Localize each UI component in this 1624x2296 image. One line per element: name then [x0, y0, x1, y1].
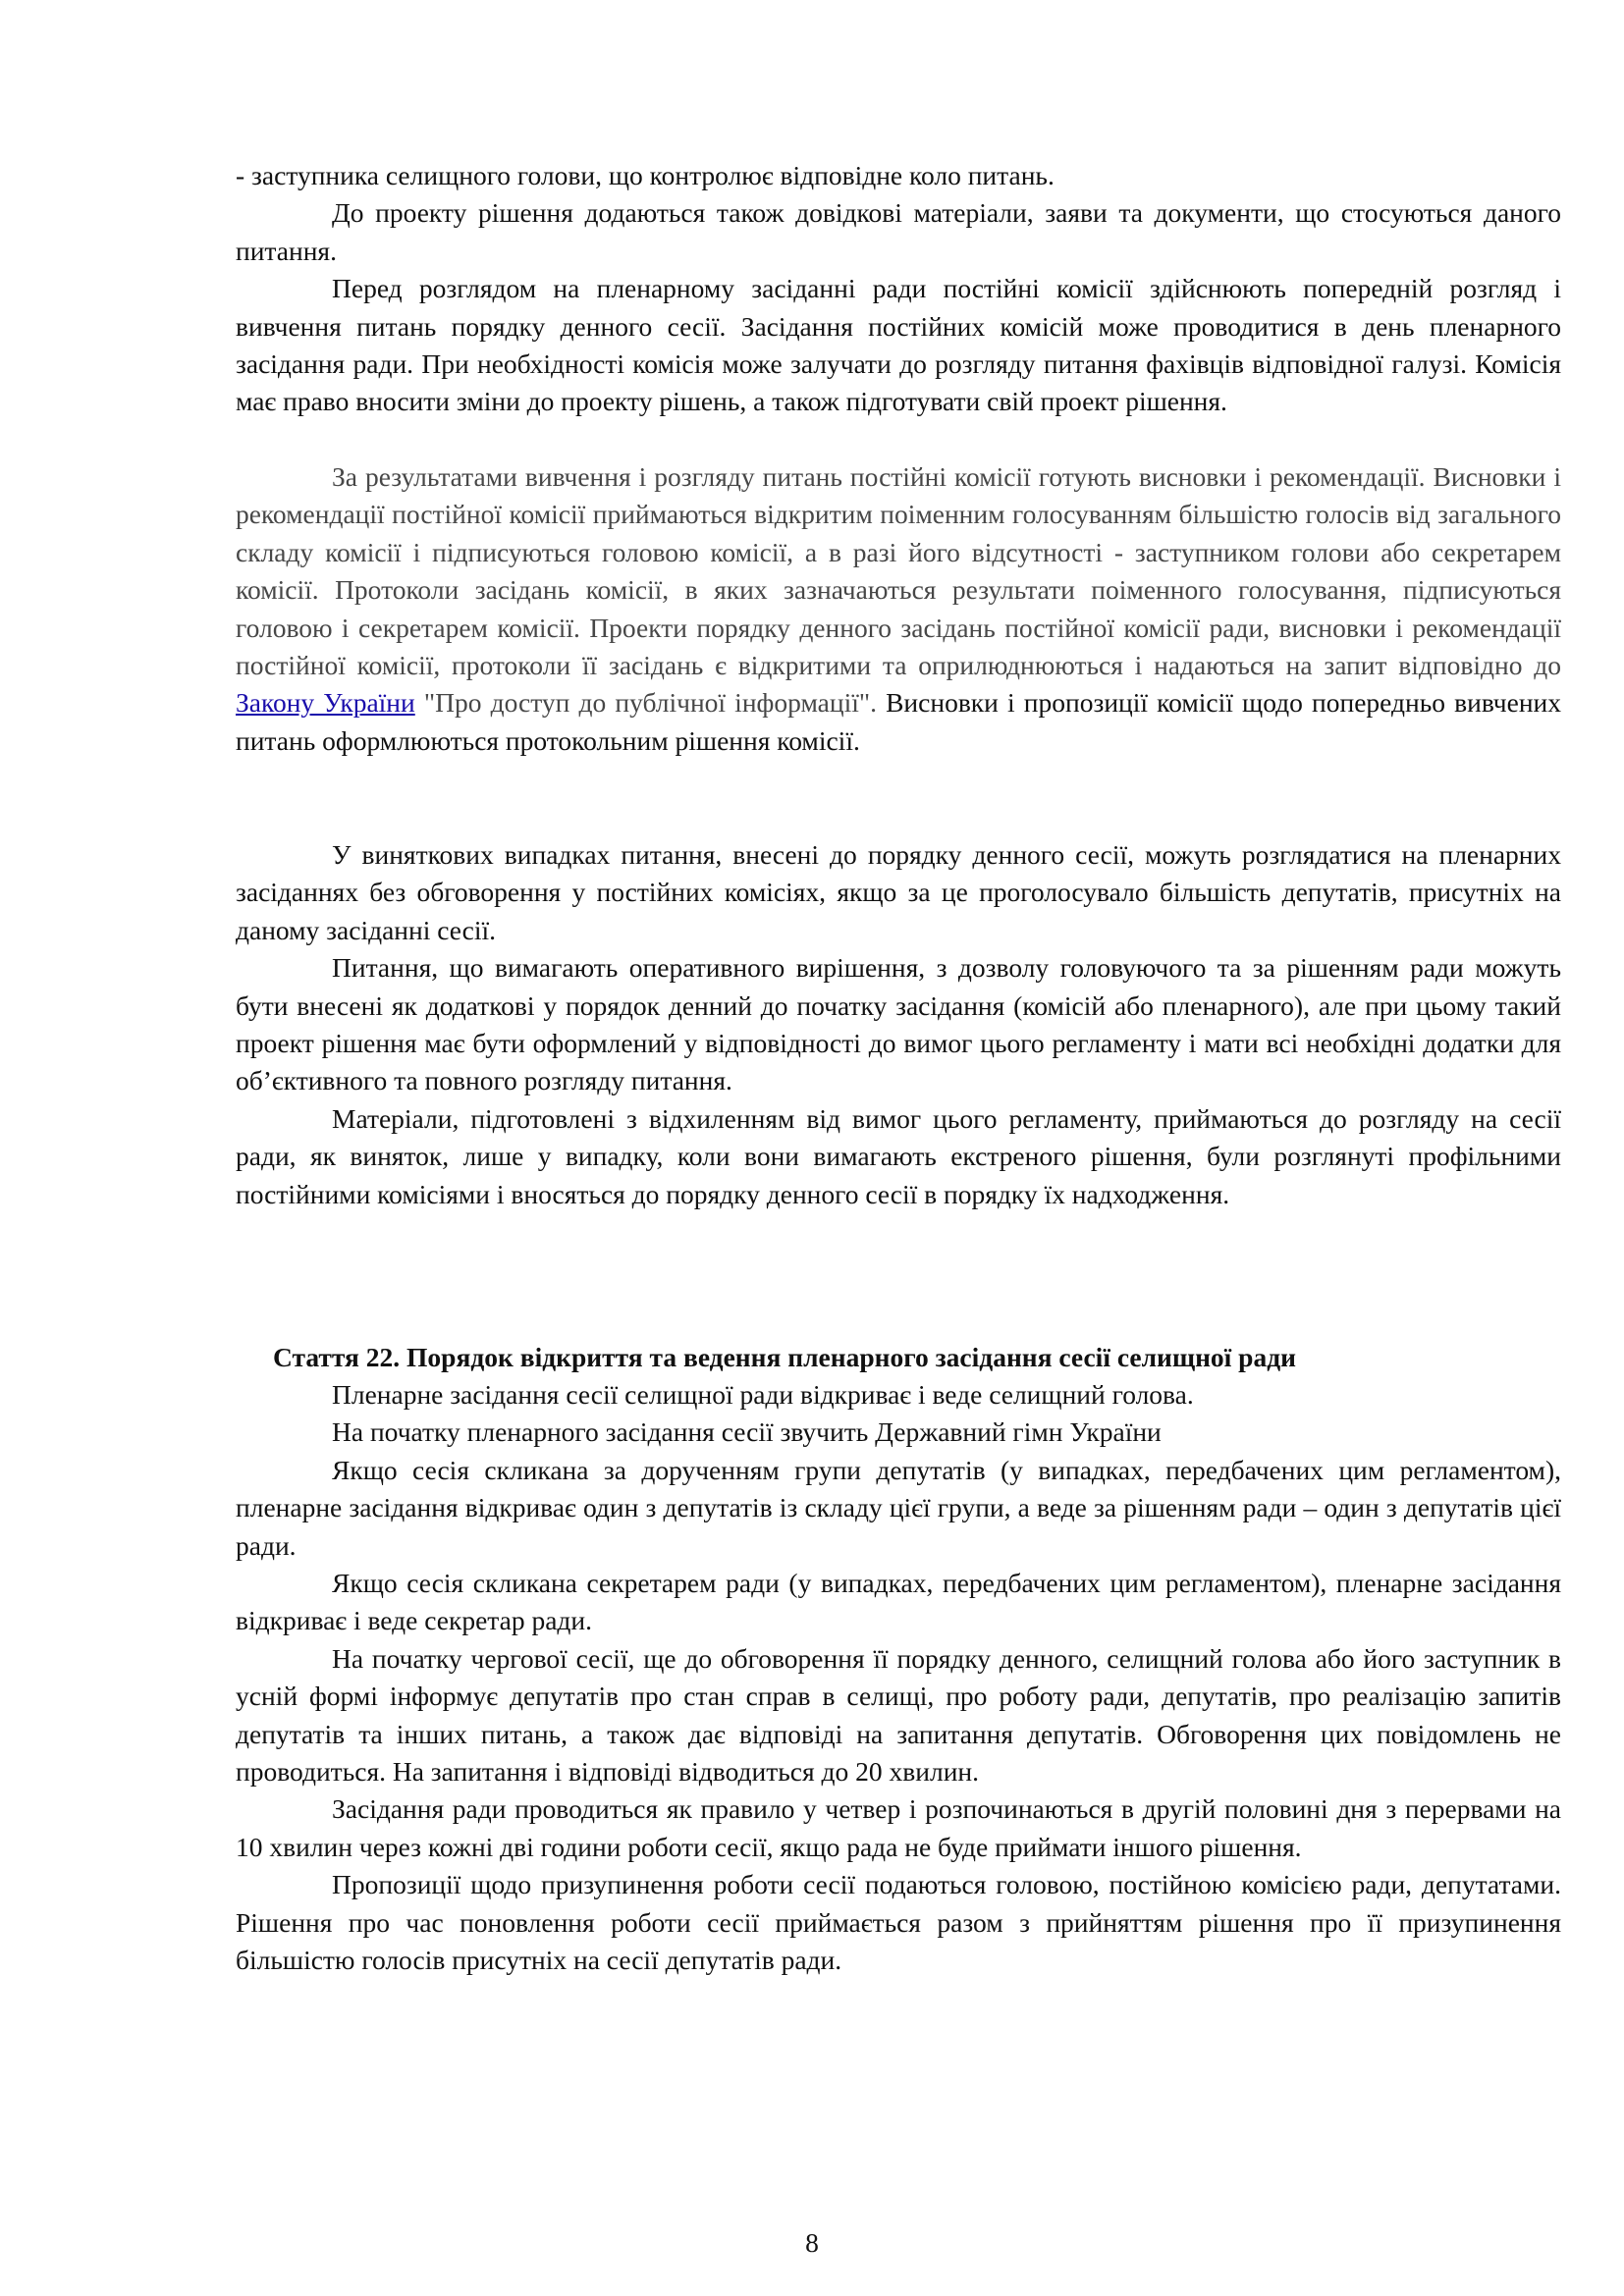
article-heading-block — [236, 1339, 1561, 1376]
body-text-mid — [236, 836, 1561, 1213]
body-text-top — [236, 157, 1561, 421]
paragraph: Якщо сесія скликана секретарем ради (у випадках, передбачених цим регламентом), пленарне засідання відкриває і веде секретар ради. — [236, 1568, 1561, 1636]
paragraph-text: Висновки і пропозиції комісії щодо попередньо вивчених питань оформлюються протокольним рішення комісії. — [236, 687, 1561, 756]
paragraph-text: "Про доступ до публічної інформації". — [414, 687, 887, 719]
paragraph: Матеріали, підготовлені з відхиленням від вимог цього регламенту, приймаються до розгляду на сесії ради, як виняток, лише у випадку, коли вони вимагають екстреного рішення, були розглянуті профільними постійними комісіями і вносяться до порядку денного сесії в порядку їх надходження. — [236, 1102, 1561, 1209]
paragraph-text: За результатами вивчення і розгляду питань постійні комісії готують висновки і рекомендації. Висновки і рекомендації постійної комісії приймаються відкритим поіменним голосуванням більшістю голосів від загального складу комісії і підписуються головою комісії, а в разі його відсутності - заступником голови або секретарем комісії. Протоколи засідань комісії, в яких зазначаються результати поіменного голосування, підписуються головою і секретарем комісії. Проекти порядку денного засідань постійної комісії ради, висновки і рекомендації постійної комісії, протоколи її засідань є відкритими та оприлюднюються і надаються на запит відповідно до — [236, 461, 1561, 681]
paragraph: Засідання ради проводиться як правило у четвер і розпочинаються в другій половині дня з перервами на 10 хвилин через кожні дві години роботи сесії, якщо рада не буде приймати іншого рішення. — [236, 1793, 1561, 1862]
paragraph-committee-conclusions — [236, 458, 1561, 760]
law-of-ukraine-link[interactable]: Закону України — [236, 687, 415, 719]
paragraph: До проекту рішення додаються також довідкові матеріали, заяви та документи, що стосуються даного питання. — [236, 197, 1561, 266]
paragraph: Перед розглядом на пленарному засіданні ради постійні комісії здійснюють попередній розгляд і вивчення питань порядку денного сесії. Засідання постійних комісій може проводитися в день пленарного засідання ради. При необхідності комісія може залучати до розгляду питання фахівців відповідної галузі. Комісія має право вносити зміни до проекту рішень, а також підготувати свій проект рішення. — [236, 273, 1561, 417]
paragraph: Якщо сесія скликана за дорученням групи депутатів (у випадках, передбачених цим регламентом), пленарне засідання відкриває один з депутатів із складу цієї групи, а веде за рішенням ради – один з депутатів цієї ради. — [236, 1454, 1561, 1561]
body-text-committees — [236, 458, 1561, 760]
article-heading: Стаття 22. Порядок відкриття та ведення пленарного засідання сесії селищної ради — [273, 1342, 1296, 1372]
paragraph: Пропозиції щодо призупинення роботи сесії подаються головою, постійною комісією ради, депутатами. Рішення про час поновлення роботи сесії приймається разом з прийняттям рішення про її призупинення більшістю голосів присутніх на сесії депутатів ради. — [236, 1869, 1561, 1976]
paragraph: На початку чергової сесії, ще до обговорення її порядку денного, селищний голова або його заступник в усній формі інформує депутатів про стан справ в селищі, про роботу ради, депутатів, про реалізацію запитів депутатів та інших питань, а також дає відповіді на запитання депутатів. Обговорення цих повідомлень не проводиться. На запитання і відповіді відводиться до 20 хвилин. — [236, 1642, 1561, 1788]
page-number: 8 — [805, 2227, 819, 2258]
body-text-bottom — [236, 1376, 1561, 1980]
paragraph: У виняткових випадках питання, внесені до порядку денного сесії, можуть розглядатися на пленарних засіданнях без обговорення у постійних комісіях, якщо за це проголосувало більшість депутатів, присутніх на даному засіданні сесії. — [236, 839, 1561, 945]
paragraph: На початку пленарного засідання сесії звучить Державний гімн України — [332, 1416, 1162, 1448]
paragraph: - заступника селищного голови, що контролює відповідне коло питань. — [236, 160, 1055, 190]
paragraph: Пленарне засідання сесії селищної ради відкриває і веде селищний голова. — [332, 1379, 1194, 1410]
paragraph: Питання, що вимагають оперативного вирішення, з дозволу головуючого та за рішенням ради можуть бути внесені як додаткові у порядок денний до початку засідання (комісій або пленарного), але при цьому такий проект рішення має бути оформлений у відповідності до вимог цього регламенту і мати всі необхідні додатки для об’єктивного та повного розгляду питання. — [236, 952, 1561, 1096]
